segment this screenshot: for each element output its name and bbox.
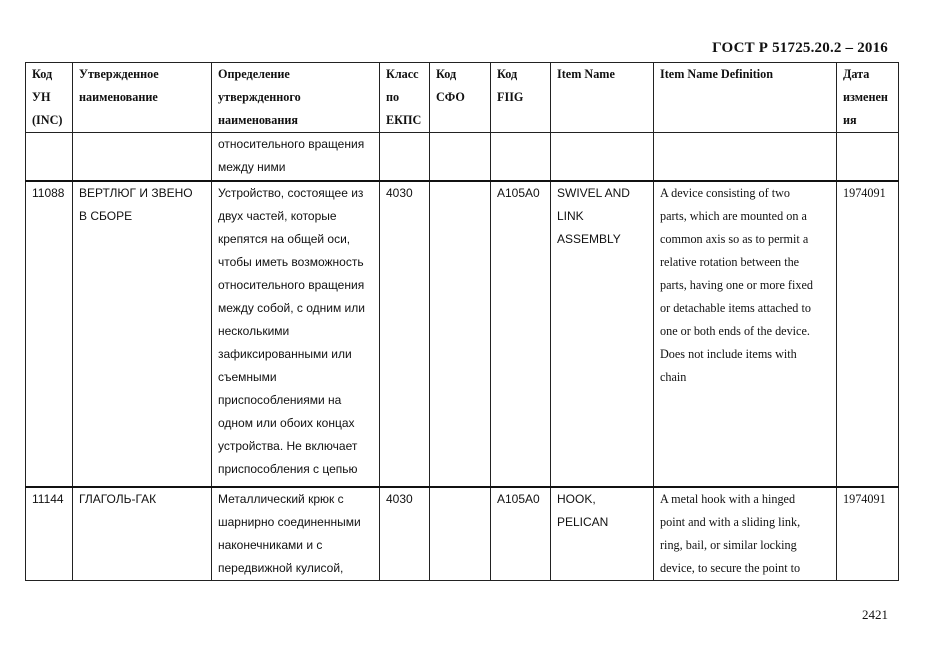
cell-empty (430, 133, 491, 181)
header-date: Дата изменен ия (837, 63, 899, 133)
cell-inc: 11144 (26, 487, 73, 581)
cell-empty (654, 133, 837, 181)
header-sfo: Код СФО (430, 63, 491, 133)
cell-class: 4030 (380, 487, 430, 581)
cell-empty (73, 133, 212, 181)
page-number: 2421 (862, 607, 888, 622)
cell-approved-name: ВЕРТЛЮГ И ЗВЕНО В СБОРЕ (73, 181, 212, 487)
cell-class: 4030 (380, 181, 430, 487)
cell-approved-name: ГЛАГОЛЬ-ГАК (73, 487, 212, 581)
table-row (26, 487, 899, 581)
header-item-name: Item Name (551, 63, 654, 133)
cell-empty (551, 133, 654, 181)
cell-sfo (430, 181, 491, 487)
cell-empty (26, 133, 73, 181)
cell-fiig: A105A0 (491, 181, 551, 487)
cell-definition: относительного вращения между ними (212, 133, 380, 181)
header-inc: Код УН (INC) (26, 63, 73, 133)
table-header-row (26, 63, 899, 133)
cell-item-definition: A metal hook with a hinged point and with a sliding link, ring, bail, or similar locking device, to secure the point to (654, 487, 837, 581)
cell-empty (837, 133, 899, 181)
cell-date: 1974091 (837, 181, 899, 487)
header-definition: Определение утвержденного наименования (212, 63, 380, 133)
header-fiig: Код FIIG (491, 63, 551, 133)
cell-inc: 11088 (26, 181, 73, 487)
cell-empty (380, 133, 430, 181)
header-item-definition: Item Name Definition (654, 63, 837, 133)
cell-item-name: HOOK, PELICAN (551, 487, 654, 581)
table-row (26, 181, 899, 487)
nomenclature-table (25, 62, 899, 581)
table-row-continuation (26, 133, 899, 181)
cell-empty (491, 133, 551, 181)
cell-definition: Устройство, состоящее из двух частей, которые крепятся на общей оси, чтобы иметь возможность относительного вращения между собой, с одним или несколькими зафиксированными или съемными приспособлениями на одном или обоих концах устройства. Не включает приспособления с цепью (212, 181, 380, 487)
document-standard-title: ГОСТ Р 51725.20.2 – 2016 (712, 40, 888, 56)
cell-sfo (430, 487, 491, 581)
header-approved-name: Утвержденное наименование (73, 63, 212, 133)
cell-item-name: SWIVEL AND LINK ASSEMBLY (551, 181, 654, 487)
cell-definition: Металлический крюк с шарнирно соединенными наконечниками и с передвижной кулисой, (212, 487, 380, 581)
header-class: Класс по ЕКПС (380, 63, 430, 133)
cell-item-definition: A device consisting of two parts, which are mounted on a common axis so as to permit a relative rotation between the parts, having one or more fixed or detachable items attached to one or both ends of the device. Does not include items with chain (654, 181, 837, 487)
cell-fiig: A105A0 (491, 487, 551, 581)
cell-date: 1974091 (837, 487, 899, 581)
